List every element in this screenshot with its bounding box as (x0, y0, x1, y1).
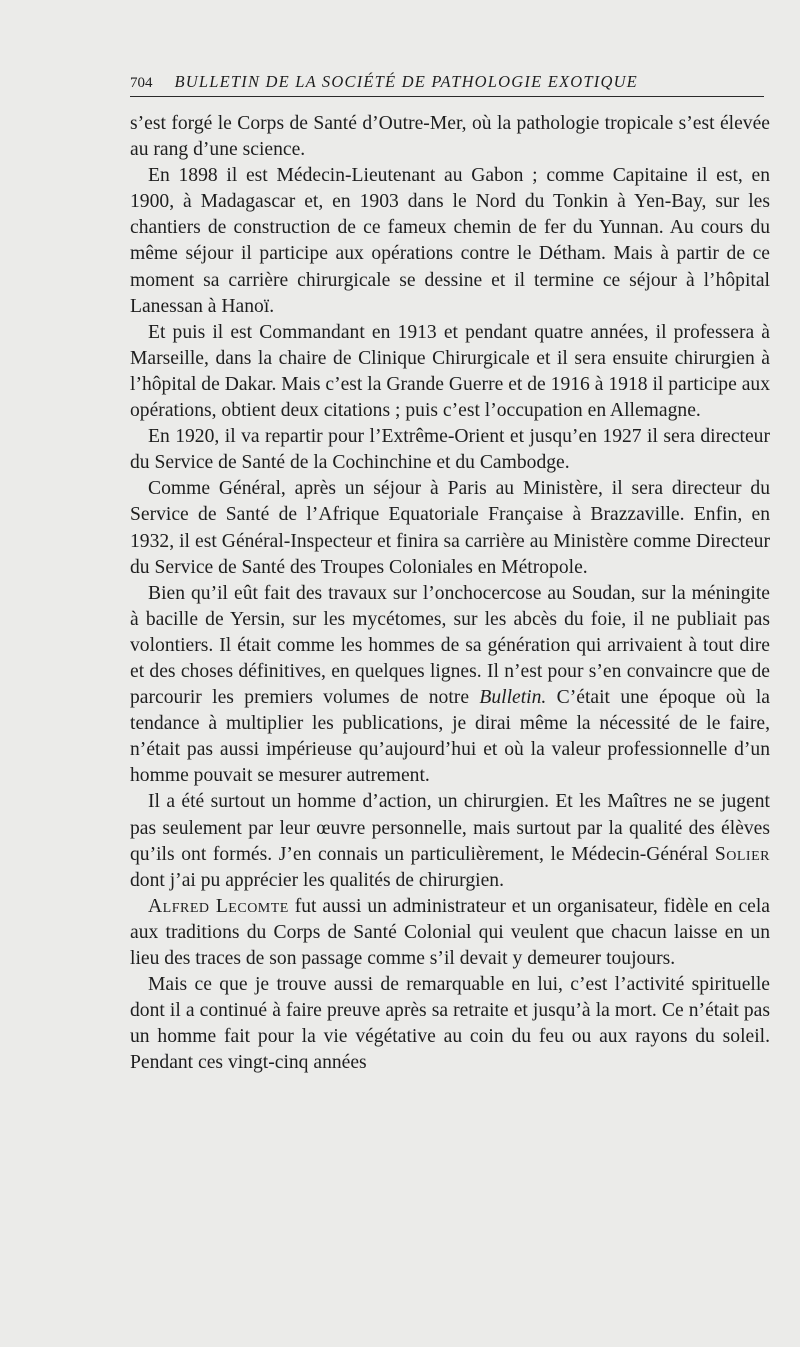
paragraph: s’est forgé le Corps de Santé d’Outre-Mer, où la pathologie tropicale s’est élevée au rang d’une science. (130, 113, 770, 161)
paragraph (130, 789, 770, 893)
body-text (130, 111, 770, 1076)
paragraph (130, 581, 770, 790)
page-number: 704 (130, 75, 153, 91)
paragraph: En 1920, il va repartir pour l’Extrême-Orient et jusqu’en 1927 il sera directeur du Service de Santé de la Cochinchine et du Cambodge. (130, 426, 770, 474)
running-title: BULLETIN DE LA SOCIÉTÉ DE PATHOLOGIE EXOTIQUE (174, 72, 638, 91)
paragraph (130, 894, 770, 972)
paragraph-text: Il a été surtout un homme d’action, un chirurgien. Et les Maîtres ne se jugent pas seulement par leur œuvre personnelle, mais surtout par la qualité des élèves qu’ils ont formés. J’en connais un particulièrement, le Médecin-Général (130, 791, 770, 865)
person-name: Solier (714, 843, 770, 865)
paragraph: Et puis il est Commandant en 1913 et pendant quatre années, il professera à Marseille, dans la chaire de Clinique Chirurgicale et il sera ensuite chirurgien à l’hôpital de Dakar. Mais c’est la Grande Guerre et de 1916 à 1918 il participe aux opérations, obtient deux citations ; puis c’est l’occupation en Allemagne. (130, 321, 770, 422)
paragraph-text: Bien qu’il eût fait des travaux sur l’onchocercose au Soudan, sur la méningite à bacille de Yersin, sur les mycétomes, sur les abcès du foie, il ne publiait pas volontiers. Il était comme les hommes de sa génération qui arrivaient à tout dire et des choses définitives, en quelques lignes. Il n’est pour s’en convaincre que de parcourir les premiers volumes de notre (130, 582, 770, 709)
person-name: Alfred Lecomte (148, 895, 289, 917)
paragraph: Mais ce que je trouve aussi de remarquable en lui, c’est l’activité spirituelle dont il a continué à faire preuve après sa retraite et jusqu’à la mort. Ce n’était pas un homme fait pour la vie végétative au coin du feu ou aux rayons du soleil. Pendant ces vingt-cinq années (130, 974, 770, 1074)
journal-title: Bulletin. (479, 687, 547, 709)
running-header (130, 72, 764, 97)
paragraph: En 1898 il est Médecin-Lieutenant au Gabon ; comme Capitaine il est, en 1900, à Madagascar et, en 1903 dans le Nord du Tonkin à Yen-Bay, sur les chantiers de construction de ce fameux chemin de fer du Yunnan. Au cours du même séjour il participe aux opérations contre le Détham. Mais à partir de ce moment sa carrière chirurgicale se dessine et il termine ce séjour à l’hôpital Lanessan à Hanoï. (130, 165, 770, 317)
paragraph: Comme Général, après un séjour à Paris au Ministère, il sera directeur du Service de Santé de l’Afrique Equatoriale Française à Brazzaville. Enfin, en 1932, il est Général-Inspecteur et finira sa carrière au Ministère comme Directeur du Service de Santé des Troupes Coloniales en Métropole. (130, 478, 770, 578)
paragraph-text: fut aussi un administrateur et un organisateur, fidèle en cela aux traditions du Corps de Santé Colonial qui veulent que chacun laisse en un lieu des traces de son passage comme s’il devait y demeurer toujours. (130, 895, 770, 969)
paragraph-text: C’était une époque où la tendance à multiplier les publications, je dirai même la nécessité de le faire, n’était pas aussi impérieuse qu’aujourd’hui et où la valeur professionnelle d’un homme pouvait se mesurer autrement. (130, 687, 770, 787)
paragraph-text: dont j’ai pu apprécier les qualités de chirurgien. (130, 869, 504, 891)
